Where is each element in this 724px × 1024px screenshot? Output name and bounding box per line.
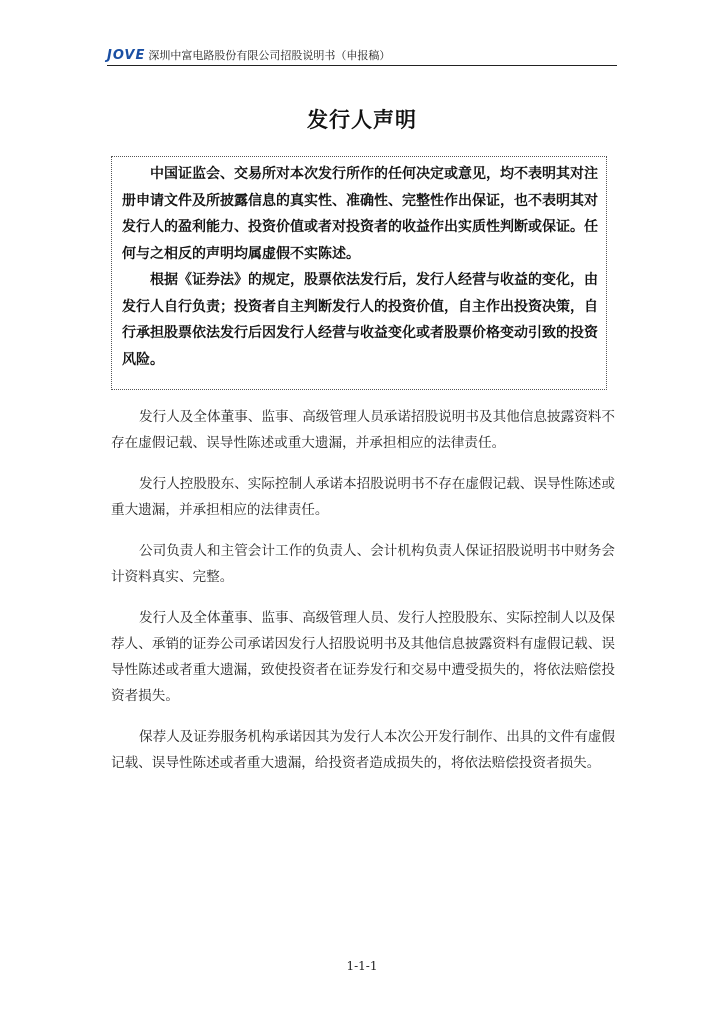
declaration-paragraph: 公司负责人和主管会计工作的负责人、会计机构负责人保证招股说明书中财务会计资料真实、完整。: [111, 543, 615, 585]
declaration-paragraph: 发行人及全体董事、监事、高级管理人员、发行人控股股东、实际控制人以及保荐人、承销的证券公司承诺因发行人招股说明书及其他信息披露资料有虚假记载、误导性陈述或者重大遗漏，致使投资者在证券发行和交易中遭受损失的，将依法赔偿投资者损失。: [111, 610, 615, 704]
company-logo: JOVE: [107, 48, 146, 63]
declaration-paragraph: 保荐人及证券服务机构承诺因其为发行人本次公开发行制作、出具的文件有虚假记载、误导性陈述或者重大遗漏，给投资者造成损失的，将依法赔偿投资者损失。: [111, 729, 615, 771]
declaration-paragraph: 发行人控股股东、实际控制人承诺本招股说明书不存在虚假记载、误导性陈述或重大遗漏，并承担相应的法律责任。: [111, 476, 615, 518]
document-title: 发行人声明: [307, 108, 417, 132]
declaration-paragraph: 发行人及全体董事、监事、高级管理人员承诺招股说明书及其他信息披露资料不存在虚假记载、误导性陈述或重大遗漏，并承担相应的法律责任。: [111, 409, 615, 451]
header-title: 深圳中富电路股份有限公司招股说明书（申报稿）: [148, 49, 391, 62]
regulatory-notice-box: [111, 156, 607, 390]
notice-paragraph: 中国证监会、交易所对本次发行所作的任何决定或意见，均不表明其对注册申请文件及所披露信息的真实性、准确性、完整性作出保证，也不表明其对发行人的盈利能力、投资价值或者对投资者的收益作出实质性判断或保证。任何与之相反的声明均属虚假不实陈述。: [122, 166, 598, 262]
page-header: [107, 44, 617, 66]
page-number: 1-1-1: [346, 959, 378, 973]
declaration-body: [111, 404, 615, 791]
notice-paragraph: 根据《证券法》的规定，股票依法发行后，发行人经营与收益的变化，由发行人自行负责；投资者自主判断发行人的投资价值，自主作出投资决策，自行承担股票依法发行后因发行人经营与收益变化或者股票价格变动引致的投资风险。: [122, 272, 598, 368]
